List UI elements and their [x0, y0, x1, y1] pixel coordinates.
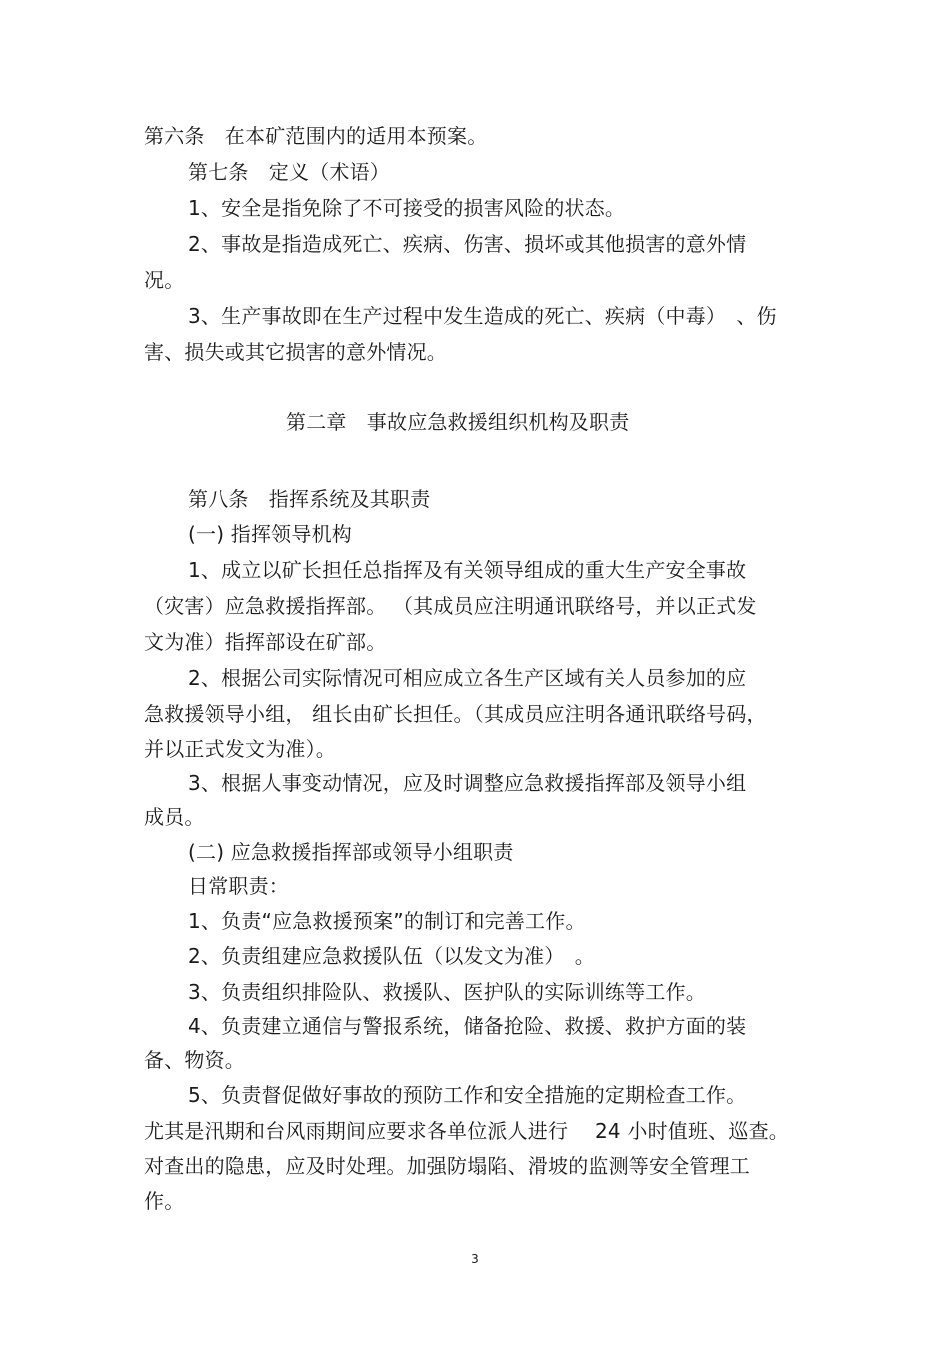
- text-line: 况。: [144, 268, 185, 292]
- text-line: 1、安全是指免除了不可接受的损害风险的状态。: [188, 196, 626, 220]
- text-line: (一) 指挥领导机构: [188, 522, 352, 546]
- text-line: 1、成立以矿长担任总指挥及有关领导组成的重大生产安全事故: [188, 558, 747, 582]
- text-line: 第七条 定义（术语）: [188, 160, 390, 184]
- text-line: 文为准）指挥部设在矿部。: [144, 630, 387, 654]
- text-line: 对查出的隐患，应及时处理。加强防塌陷、滑坡的监测等安全管理工: [144, 1154, 750, 1178]
- text-line: 尤其是汛期和台风雨期间应要求各单位派人进行 24 小时值班、巡查。: [144, 1119, 789, 1143]
- text-line: 2、根据公司实际情况可相应成立各生产区域有关人员参加的应: [188, 666, 747, 690]
- text-line: 3、负责组织排险队、救援队、医护队的实际训练等工作。: [188, 980, 706, 1004]
- text-line: 5、负责督促做好事故的预防工作和安全措施的定期检查工作。: [188, 1083, 747, 1107]
- text-line: 2、负责组建应急救援队伍（以发文为准） 。: [188, 944, 595, 968]
- text-line: 2、事故是指造成死亡、疾病、伤害、损坏或其他损害的意外情: [188, 232, 747, 256]
- text-line: 3、生产事故即在生产过程中发生造成的死亡、疾病（中毒） 、伤: [188, 304, 777, 328]
- text-line: 3、根据人事变动情况，应及时调整应急救援指挥部及领导小组: [188, 771, 747, 795]
- text-line: （灾害）应急救援指挥部。 （其成员应注明通讯联络号，并以正式发: [144, 594, 757, 618]
- text-line: 害、损失或其它损害的意外情况。: [144, 340, 447, 364]
- text-line: 备、物资。: [144, 1048, 245, 1072]
- text-line: 日常职责：: [188, 874, 289, 898]
- text-line: (二) 应急救援指挥部或领导小组职责: [188, 840, 514, 864]
- text-line: 第六条 在本矿范围内的适用本预案。: [144, 124, 488, 148]
- text-line: 急救援领导小组， 组长由矿长担任。（其成员应注明各通讯联络号码，: [144, 702, 767, 726]
- text-line: 作。: [144, 1189, 185, 1213]
- text-line: 4、负责建立通信与警报系统，储备抢险、救援、救护方面的装: [188, 1014, 747, 1038]
- text-line: 成员。: [144, 805, 205, 829]
- text-line: 1、负责“应急救援预案”的制订和完善工作。: [188, 909, 586, 933]
- text-line: 第八条 指挥系统及其职责: [188, 487, 431, 511]
- page-number: 3: [471, 1252, 479, 1266]
- chapter-heading: 第二章 事故应急救援组织机构及职责: [286, 410, 630, 434]
- text-line: 并以正式发文为准）。: [144, 737, 336, 761]
